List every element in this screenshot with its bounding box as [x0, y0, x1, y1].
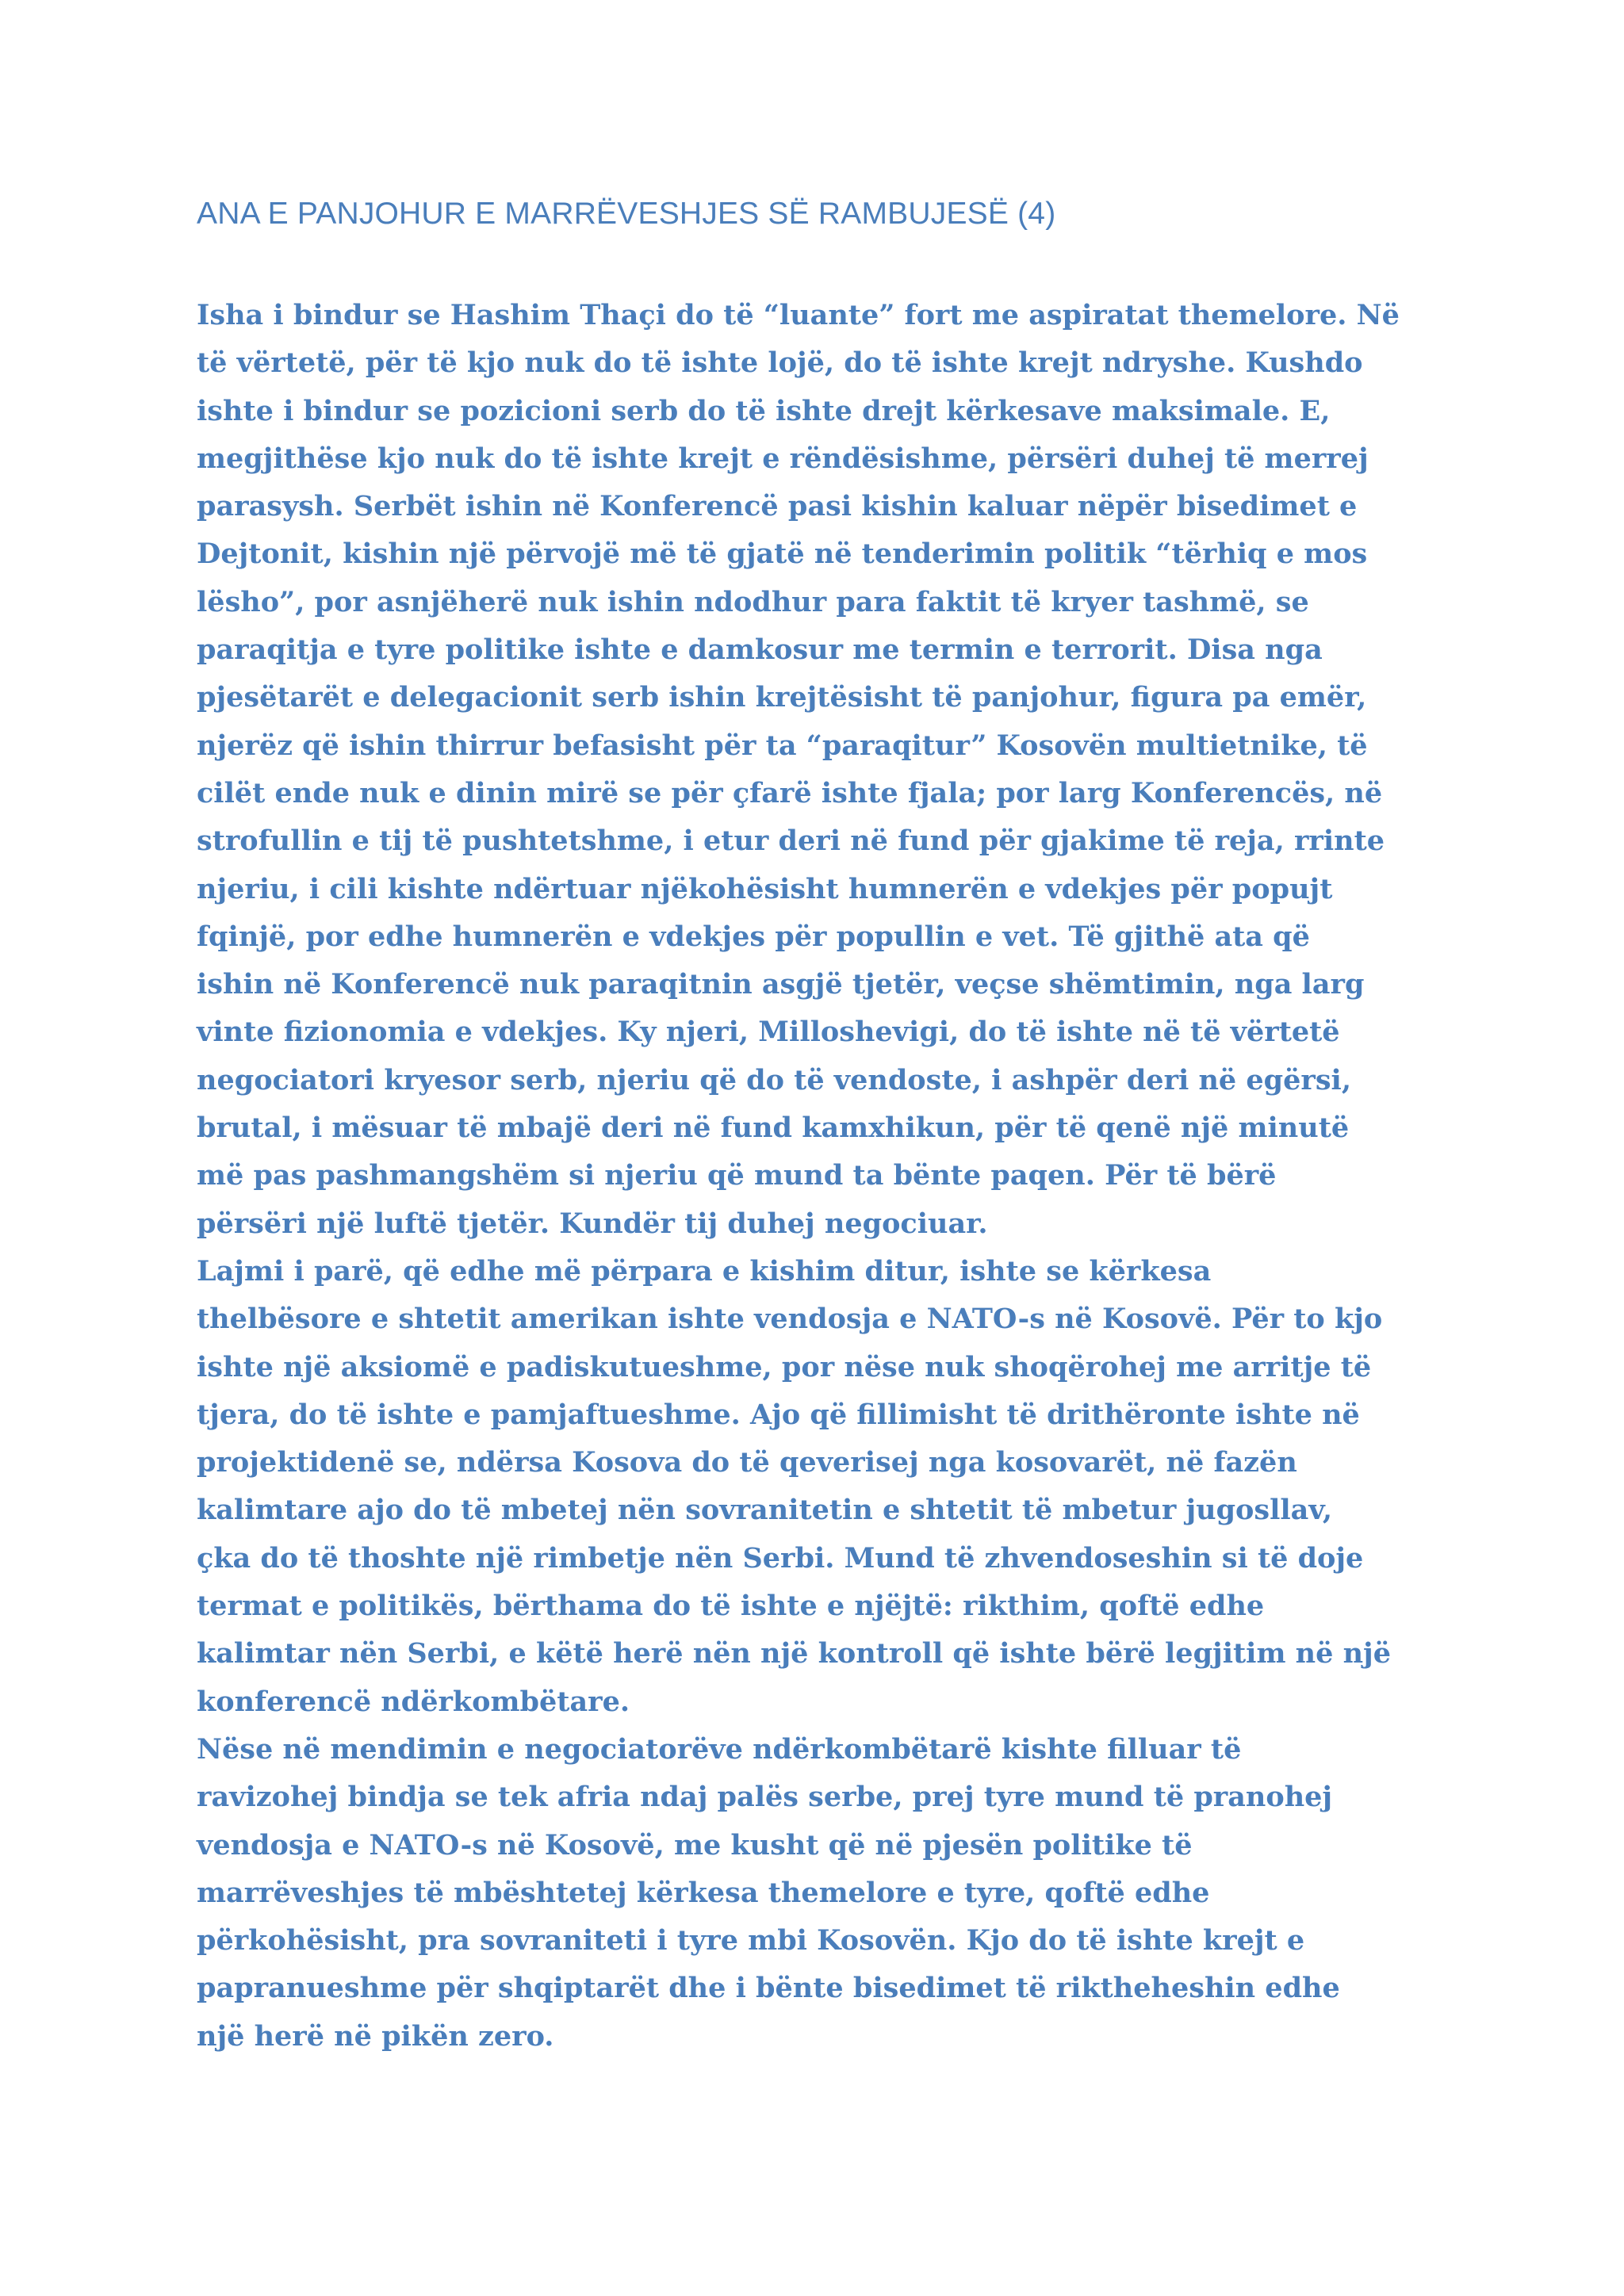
- body-text-line: projektidenë se, ndërsa Kosova do të qeverisej nga kosovarët, në fazën: [197, 1446, 1297, 1479]
- body-text-line: pjesëtarët e delegacionit serb ishin krejtësisht të panjohur, figura pa emër,: [197, 681, 1367, 714]
- body-text-line: Nëse në mendimin e negociatorëve ndërkombëtarë kishte filluar të: [197, 1732, 1242, 1766]
- body-text-line: vinte fizionomia e vdekjes. Ky njeri, Milloshevigi, do të ishte në të vërtetë: [197, 1016, 1340, 1049]
- body-text-line: ravizohej bindja se tek afria ndaj palës serbe, prej tyre mund të pranohej: [197, 1781, 1333, 1814]
- body-text-line: brutal, i mësuar të mbajë deri në fund kamxhikun, për të qenë një minutë: [197, 1112, 1350, 1145]
- body-text-line: marrëveshjes të mbështetej kërkesa themelore e tyre, qoftë edhe: [197, 1876, 1210, 1909]
- body-text-line: kalimtare ajo do të mbetej nën sovranitetin e shtetit të mbetur jugosllav,: [197, 1494, 1333, 1527]
- body-text-line: cilët ende nuk e dinin mirë se për çfarë ishte fjala; por larg Konferencës, në: [197, 776, 1383, 809]
- body-text-line: thelbësore e shtetit amerikan ishte vendosja e NATO-s në Kosovë. Për to kjo: [197, 1303, 1383, 1336]
- body-text-line: vendosja e NATO-s në Kosovë, me kusht që në pjesën politike të: [197, 1828, 1193, 1862]
- body-text-line: Isha i bindur se Hashim Thaçi do të “luante” fort me aspiratat themelore. Në: [197, 299, 1400, 331]
- body-text-line: përkohësisht, pra sovraniteti i tyre mbi Kosovën. Kjo do të ishte krejt e: [197, 1924, 1305, 1957]
- body-text-line: të vërtetë, për të kjo nuk do të ishte lojë, do të ishte krejt ndryshe. Kushdo: [197, 346, 1363, 380]
- body-text-line: një herë në pikën zero.: [197, 2019, 554, 2053]
- body-text-line: Dejtonit, kishin një përvojë më të gjatë në tenderimin politik “tërhiq e mos: [197, 538, 1368, 571]
- body-text-line: megjithëse kjo nuk do të ishte krejt e rëndësishme, përsëri duhej të merrej: [197, 442, 1369, 475]
- body-text-line: çka do të thoshte një rimbetje nën Serbi. Mund të zhvendoseshin si të doje: [197, 1541, 1364, 1575]
- body-text-line: paraqitja e tyre politike ishte e damkosur me termin e terrorit. Disa nga: [197, 633, 1323, 667]
- body-text-line: strofullin e tij të pushtetshme, i etur deri në fund për gjakime të reja, rrinte: [197, 825, 1385, 858]
- body-text-line: më pas pashmangshëm si njeriu që mund ta bënte paqen. Për të bërë: [197, 1159, 1277, 1192]
- body-text-line: konferencë ndërkombëtare.: [197, 1685, 630, 1718]
- body-text-line: parasysh. Serbët ishin në Konferencë pasi kishin kaluar nëpër bisedimet e: [197, 490, 1358, 523]
- body-text-line: tjera, do të ishte e pamjaftueshme. Ajo që fillimisht të drithëronte ishte në: [197, 1398, 1360, 1431]
- body-text-line: njerëz që ishin thirrur befasisht për ta “paraqitur” Kosovën multietnike, të: [197, 729, 1368, 762]
- body-text-line: papranueshme për shqiptarët dhe i bënte bisedimet të riktheheshin edhe: [197, 1972, 1340, 2005]
- document-body: [197, 292, 1440, 2061]
- body-text-line: ishte i bindur se pozicioni serb do të ishte drejt kërkesave maksimale. E,: [197, 394, 1331, 427]
- body-text-line: negociatori kryesor serb, njeriu që do të vendoste, i ashpër deri në egërsi,: [197, 1063, 1352, 1096]
- body-text-line: kalimtar nën Serbi, e këtë herë nën një kontroll që ishte bërë legjitim në një: [197, 1637, 1391, 1670]
- body-text-line: përsëri një luftë tjetër. Kundër tij duhej negociuar.: [197, 1207, 988, 1240]
- body-text-line: ishte një aksiomë e padiskutueshme, por nëse nuk shoqërohej me arritje të: [197, 1350, 1372, 1383]
- body-text-line: Lajmi i parë, që edhe më përpara e kishim ditur, ishte se kërkesa: [197, 1254, 1212, 1288]
- body-text-line: njeriu, i cili kishte ndërtuar njëkohësisht humnerën e vdekjes për popujt: [197, 872, 1333, 905]
- body-text-line: fqinjë, por edhe humnerën e vdekjes për popullin e vet. Të gjithë ata që: [197, 920, 1310, 953]
- document-title: ANA E PANJOHUR E MARRËVESHJES SË RAMBUJESË (4): [197, 197, 1056, 231]
- body-text-line: termat e politikës, bërthama do të ishte e njëjtë: rikthim, qoftë edhe: [197, 1590, 1265, 1623]
- body-text-line: ishin në Konferencë nuk paraqitnin asgjë tjetër, veçse shëmtimin, nga larg: [197, 968, 1365, 1001]
- body-text-line: lësho”, por asnjëherë nuk ishin ndodhur para faktit të kryer tashmë, se: [197, 585, 1309, 618]
